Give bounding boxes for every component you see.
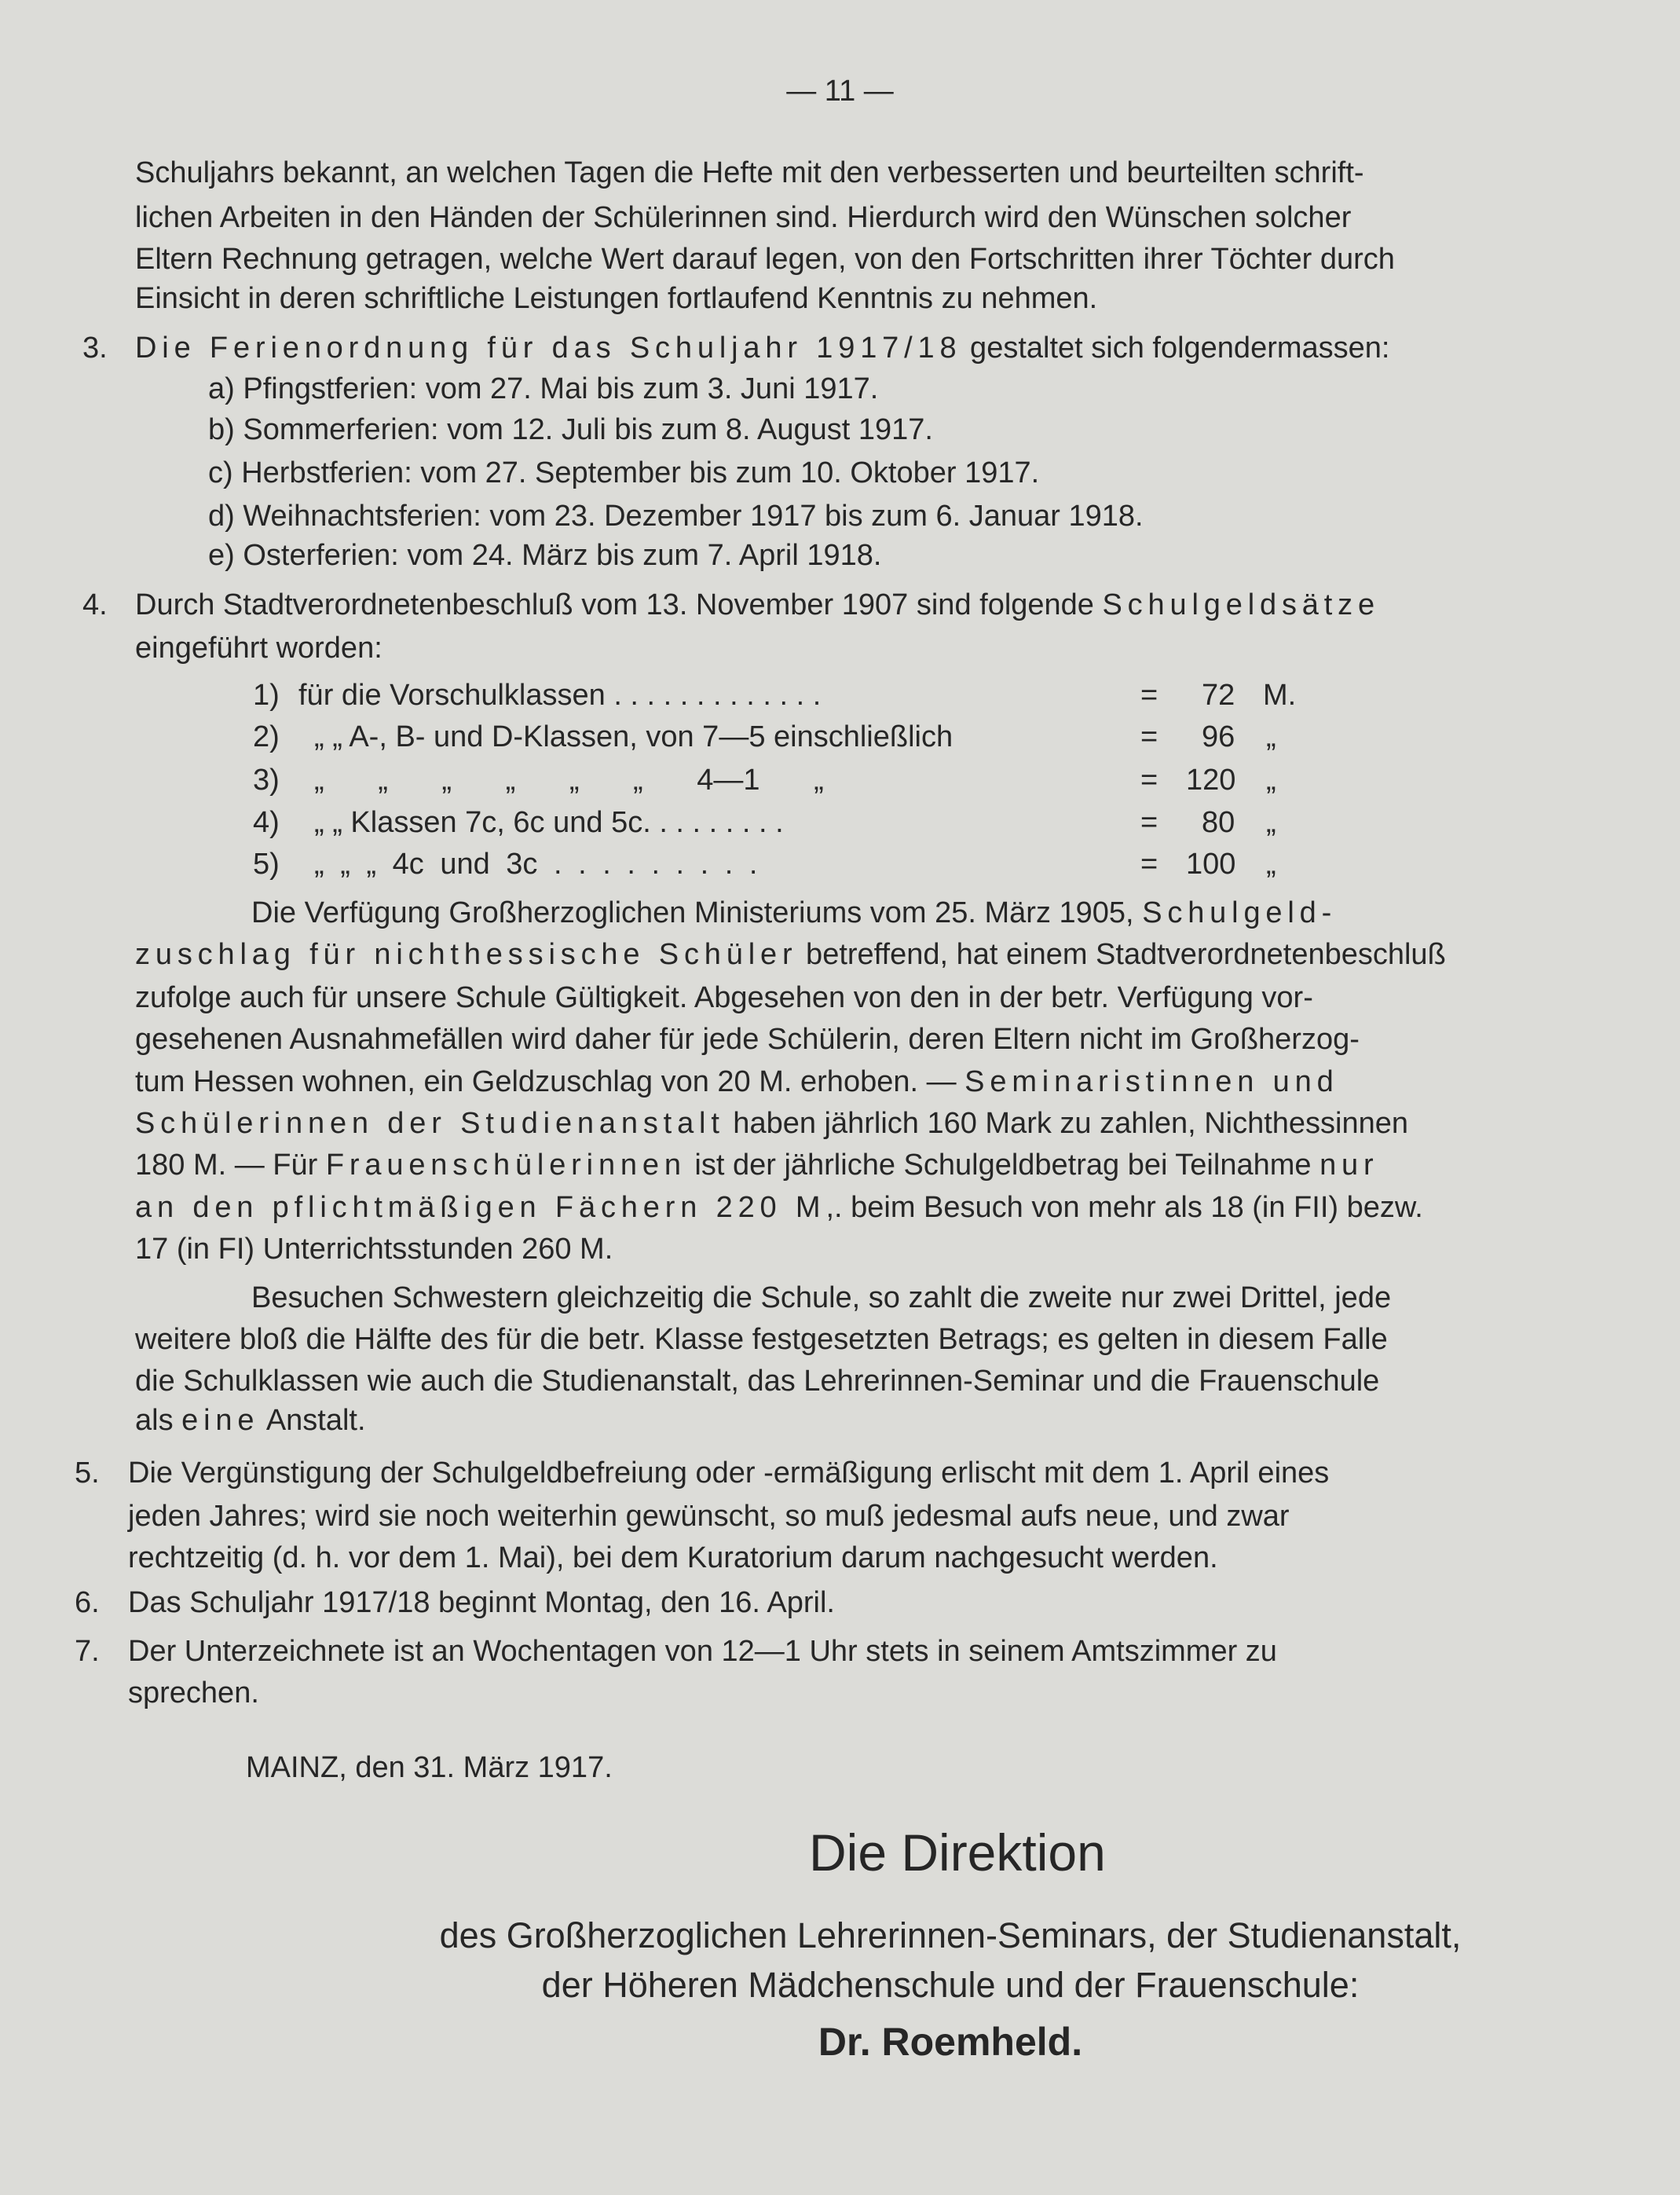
p1-text: ist der jährliche Schulgeldbetrag bei Teilnahme <box>686 1149 1320 1182</box>
fee-desc: „ „ „ „ „ „ 4—1 „ <box>314 764 824 797</box>
item-7-number: 7. <box>75 1635 100 1668</box>
p2-line <box>135 1401 366 1440</box>
fee-eq: = <box>1140 720 1158 753</box>
fee-unit: „ <box>1266 764 1276 797</box>
intro-line: lichen Arbeiten in den Händen der Schülerinnen sind. Hierdurch wird den Wünschen solcher <box>135 201 1352 234</box>
p1-text: betreffend, hat einem Stadtverordnetenbeschluß <box>797 938 1446 971</box>
item-5-line: Die Vergünstigung der Schulgeldbefreiung oder -ermäßigung erlischt mit dem 1. April eines <box>128 1457 1330 1490</box>
fee-desc: „ „ Klassen 7c, 6c und 5c. . . . . . . . . <box>314 806 784 839</box>
p2-text: als <box>135 1404 182 1437</box>
item-3-lead <box>135 328 1389 368</box>
fee-unit: M. <box>1263 679 1297 712</box>
p1-line: 17 (in FI) Unterrichtsstunden 260 M. <box>135 1233 613 1266</box>
p2-line: die Schulklassen wie auch die Studienanstalt, das Lehrerinnen-Seminar und die Frauenschule <box>135 1365 1380 1398</box>
p2-spaced: eine <box>181 1404 260 1437</box>
item-6-text: Das Schuljahr 1917/18 beginnt Montag, den 16. April. <box>128 1586 835 1619</box>
item-4-line1-spaced: Schulgeldsätze <box>1102 588 1380 621</box>
item-3-lead-rest: gestaltet sich folgendermassen: <box>961 332 1390 365</box>
p1-text: Die Verfügung Großherzoglichen Ministeriums vom 25. März 1905, <box>251 896 1143 929</box>
p1-text: ,. beim Besuch von mehr als 18 (in FII) bezw. <box>825 1191 1423 1224</box>
signature-line-2: der Höheren Mädchenschule und der Frauenschule: <box>541 1965 1360 2005</box>
holiday-item: a) Pfingstferien: vom 27. Mai bis zum 3. Juni 1917. <box>208 372 879 405</box>
fee-desc: für die Vorschulklassen . . . . . . . . . . . . . <box>298 679 822 712</box>
fee-amount: 72 <box>1202 679 1235 712</box>
signature-line-1: des Großherzoglichen Lehrerinnen-Seminars, der Studienanstalt, <box>439 1915 1462 1955</box>
fee-eq: = <box>1140 806 1158 839</box>
signatory-name: Dr. Roemheld. <box>818 2020 1083 2064</box>
p1-line: gesehenen Ausnahmefällen wird daher für jede Schülerin, deren Eltern nicht im Großherzog- <box>135 1023 1360 1056</box>
p1-spaced: Frauenschülerinnen <box>325 1149 686 1182</box>
fee-amount: 100 <box>1186 848 1236 881</box>
p1-line <box>135 935 1446 974</box>
item-7-line: sprechen. <box>128 1676 259 1709</box>
page-number: — 11 — <box>786 75 894 108</box>
p1-spaced: an den pflichtmäßigen Fächern 220 M <box>135 1191 826 1224</box>
fee-num: 3) <box>253 764 280 797</box>
p1-spaced: Seminaristinnen und <box>964 1065 1339 1098</box>
holiday-item: d) Weihnachtsferien: vom 23. Dezember 1917 bis zum 6. Januar 1918. <box>208 500 1144 533</box>
holiday-item: e) Osterferien: vom 24. März bis zum 7. April 1918. <box>208 539 882 572</box>
item-5-line: rechtzeitig (d. h. vor dem 1. Mai), bei dem Kuratorium darum nachgesucht werden. <box>128 1541 1218 1574</box>
fee-num: 2) <box>253 720 280 753</box>
fee-unit: „ <box>1266 848 1276 881</box>
intro-line: Eltern Rechnung getragen, welche Wert darauf legen, von den Fortschritten ihrer Töchter durch <box>135 243 1395 276</box>
p2-line: Besuchen Schwestern gleichzeitig die Schule, so zahlt die zweite nur zwei Drittel, jede <box>251 1281 1392 1314</box>
p1-text: tum Hessen wohnen, ein Geldzuschlag von 20 M. erhoben. — <box>135 1065 965 1098</box>
fee-num: 5) <box>253 848 280 881</box>
fee-unit: „ <box>1266 720 1276 753</box>
fee-eq: = <box>1140 764 1158 797</box>
p1-spaced: zuschlag für nichthessische Schüler <box>135 938 798 971</box>
p1-line <box>251 893 1337 933</box>
p1-line <box>135 1188 1423 1227</box>
fee-eq: = <box>1140 679 1158 712</box>
p1-line: zufolge auch für unsere Schule Gültigkeit. Abgesehen von den in der betr. Verfügung vor- <box>135 981 1313 1014</box>
item-6-number: 6. <box>75 1586 100 1619</box>
item-4-line1-start: Durch Stadtverordnetenbeschluß vom 13. November 1907 sind folgende <box>135 588 1103 621</box>
item-5-number: 5. <box>75 1457 100 1490</box>
fee-amount: 96 <box>1202 720 1235 753</box>
p1-line <box>135 1104 1408 1143</box>
item-5-line: jeden Jahres; wird sie noch weiterhin gewünscht, so muß jedesmal aufs neue, und zwar <box>128 1500 1290 1533</box>
p1-text: haben jährlich 160 Mark zu zahlen, Nichthessinnen <box>724 1107 1409 1140</box>
fee-eq: = <box>1140 848 1158 881</box>
p2-text: Anstalt. <box>259 1404 366 1437</box>
holiday-item: b) Sommerferien: vom 12. Juli bis zum 8. August 1917. <box>208 413 933 446</box>
signature-title: Die Direktion <box>809 1823 1106 1882</box>
fee-num: 1) <box>253 679 280 712</box>
p1-line <box>135 1062 1339 1101</box>
p2-line: weitere bloß die Hälfte des für die betr. Klasse festgesetzten Betrags; es gelten in diesem Falle <box>135 1323 1388 1356</box>
item-4-number: 4. <box>82 588 108 621</box>
p1-line <box>135 1145 1379 1185</box>
date-line: MAINZ, den 31. März 1917. <box>246 1751 613 1784</box>
fee-amount: 120 <box>1186 764 1236 797</box>
intro-line: Einsicht in deren schriftliche Leistungen fortlaufend Kenntnis zu nehmen. <box>135 282 1098 315</box>
item-3-number: 3. <box>82 332 108 365</box>
intro-line: Schuljahrs bekannt, an welchen Tagen die Hefte mit den verbesserten und beurteilten schrift- <box>135 156 1364 189</box>
p1-text: 180 M. — Für <box>135 1149 326 1182</box>
fee-desc: „ „ A-, B- und D-Klassen, von 7—5 einschließlich <box>314 720 953 753</box>
item-3-lead-spaced: Die Ferienordnung für das Schuljahr 1917/18 <box>135 332 962 365</box>
item-4-line1 <box>135 585 1380 625</box>
holiday-item: c) Herbstferien: vom 27. September bis zum 10. Oktober 1917. <box>208 456 1040 489</box>
item-7-line: Der Unterzeichnete ist an Wochentagen von 12—1 Uhr stets in seinem Amtszimmer zu <box>128 1635 1277 1668</box>
fee-amount: 80 <box>1202 806 1235 839</box>
p1-spaced: nur <box>1319 1149 1379 1182</box>
p1-spaced: Schülerinnen der Studienanstalt <box>135 1107 725 1140</box>
fee-desc: „ „ „ 4c und 3c . . . . . . . . . <box>314 848 758 881</box>
fee-num: 4) <box>253 806 280 839</box>
item-4-line2: eingeführt worden: <box>135 632 382 665</box>
p1-spaced: Schulgeld- <box>1142 896 1338 929</box>
fee-unit: „ <box>1266 806 1276 839</box>
